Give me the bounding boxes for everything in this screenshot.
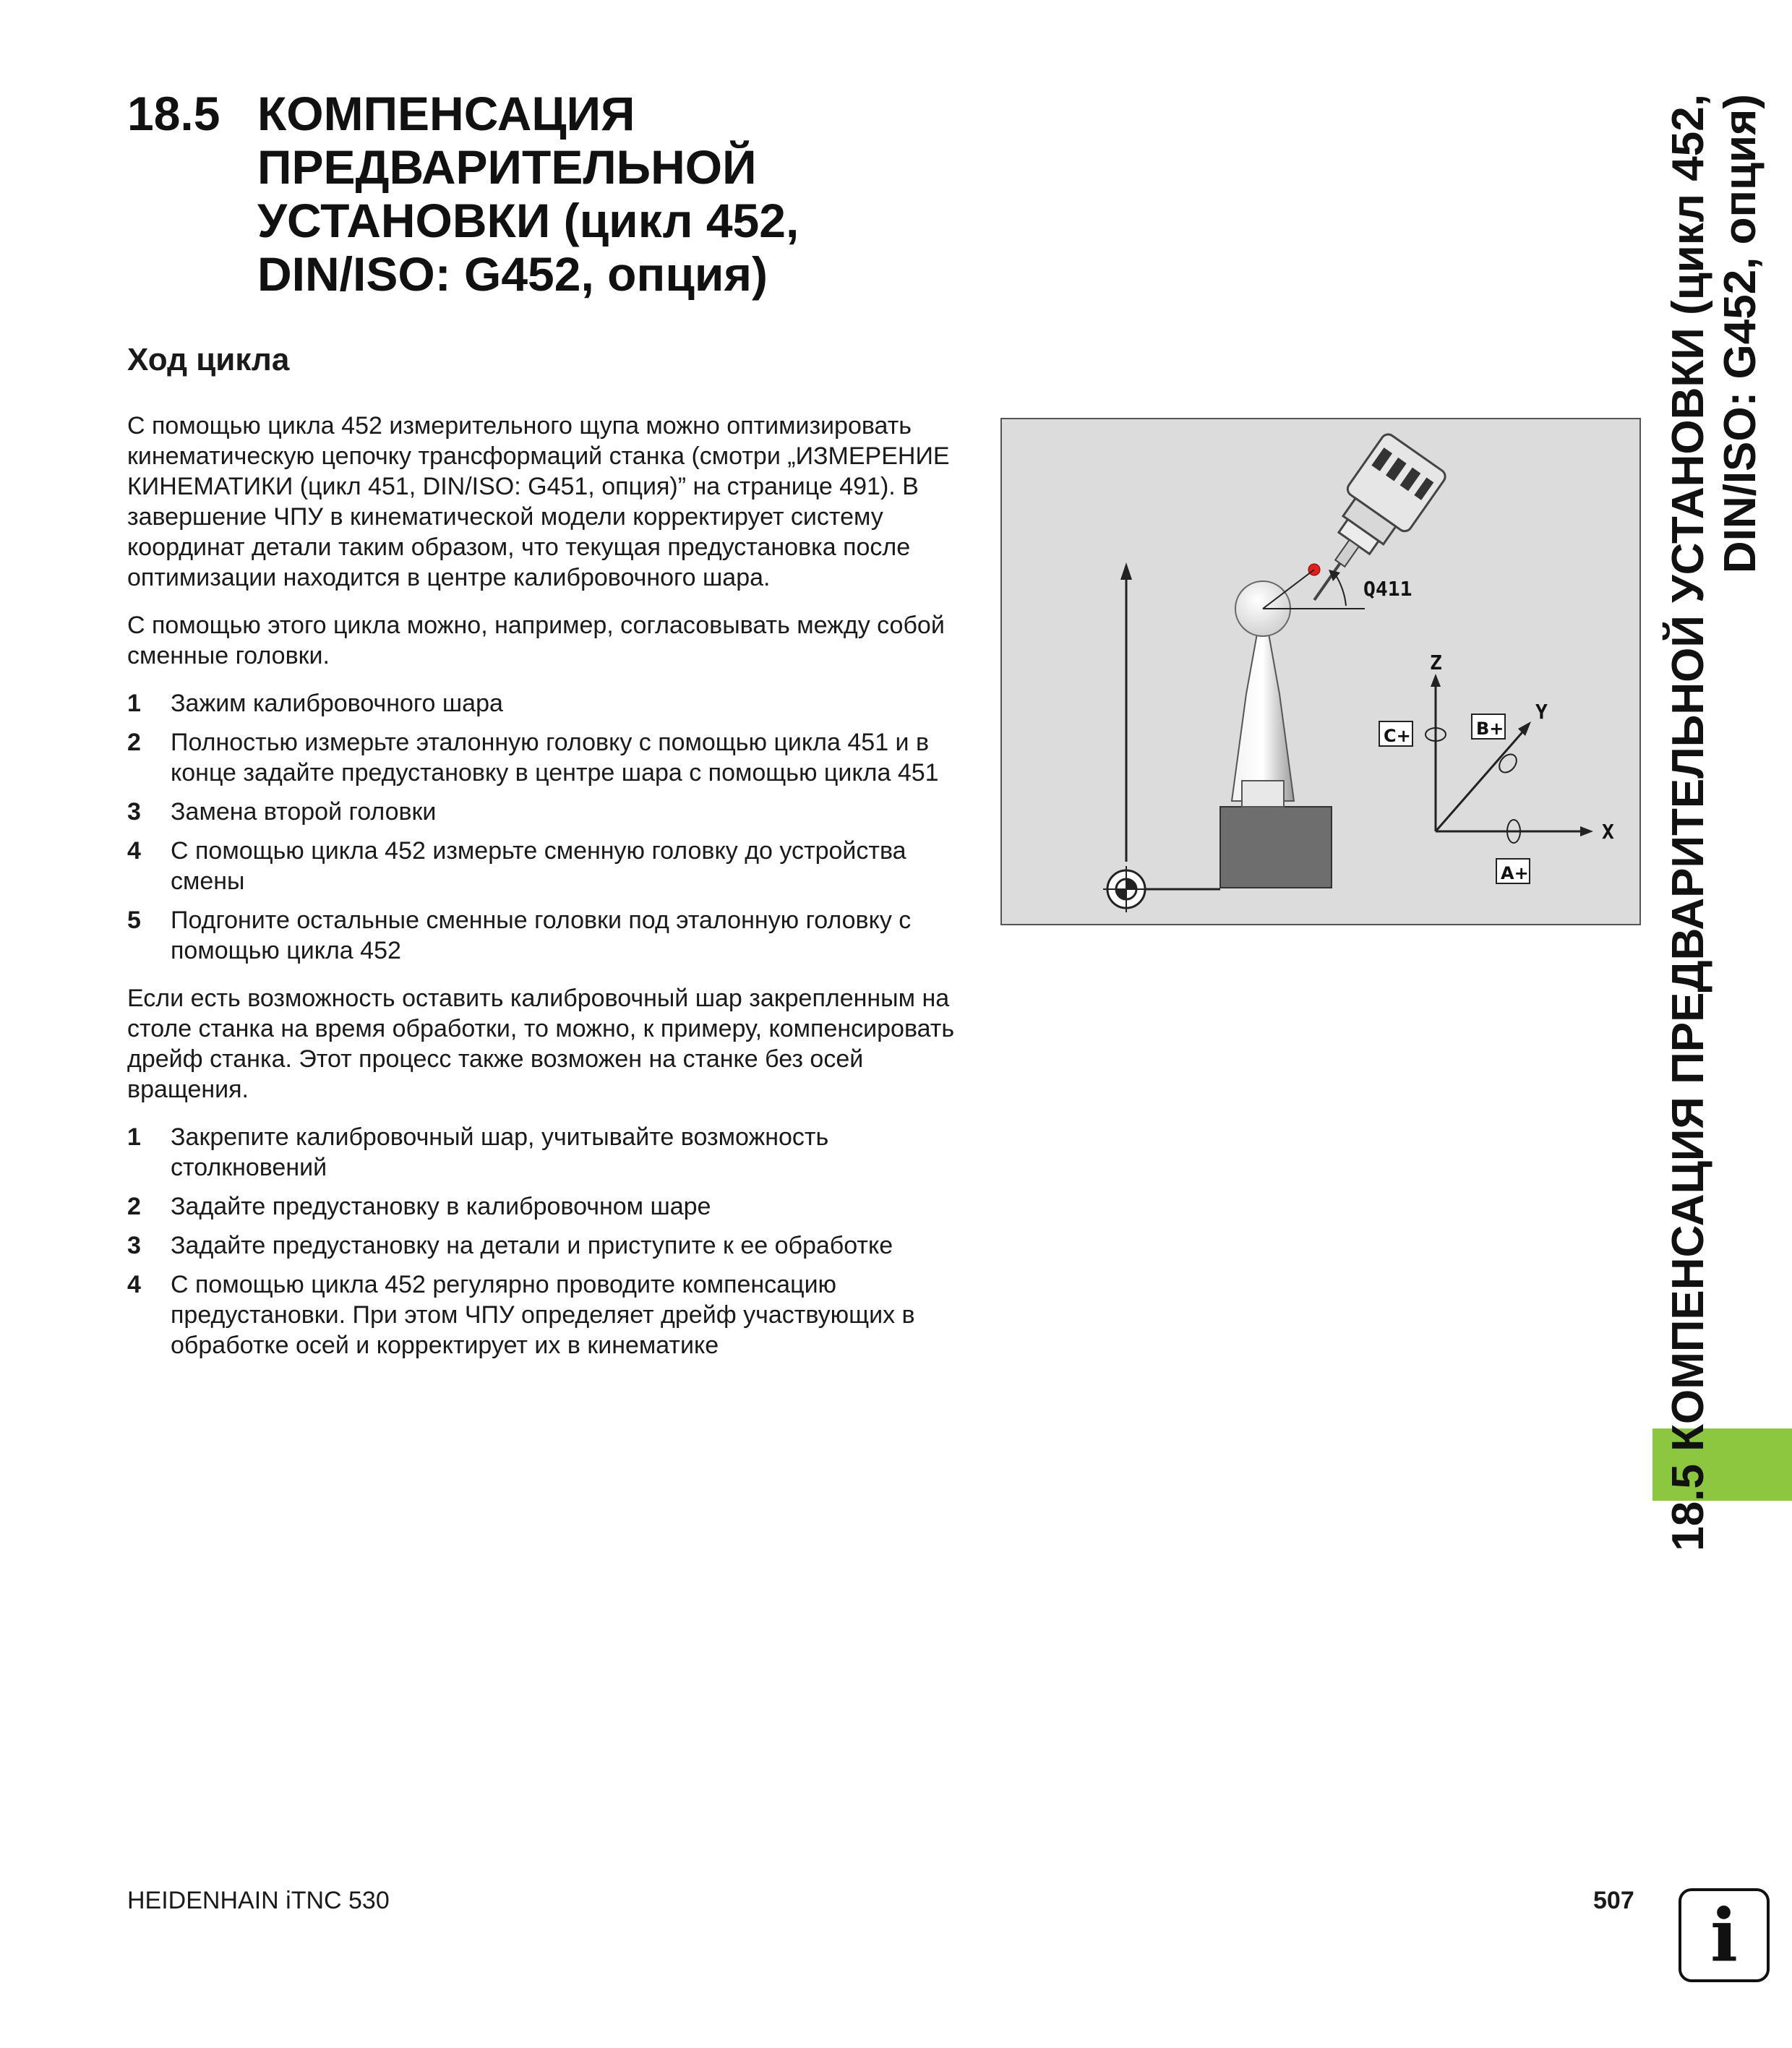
list-item: [127, 1191, 966, 1222]
list-text: Закрепите калибровочный шар, учитывайте возможность столкновений: [171, 1123, 829, 1181]
side-header-text: [1655, 72, 1785, 1663]
axis-y-label: Y: [1535, 700, 1548, 724]
list-number: 3: [127, 798, 141, 826]
axis-z-label: Z: [1430, 651, 1442, 674]
datum-icon: [1103, 866, 1149, 912]
section-title: [257, 87, 893, 301]
info-icon: i: [1679, 1888, 1770, 1982]
section-title-line: ПРЕДВАРИТЕЛЬНОЙ: [257, 140, 757, 194]
list-item: [127, 905, 966, 966]
list-number: 4: [127, 837, 141, 865]
list-number: 1: [127, 1123, 141, 1151]
side-header-line: 18.5 КОМПЕНСАЦИЯ ПРЕДВАРИТЕЛЬНОЙ УСТАНОВКИ (цикл 452,: [1663, 94, 1713, 1551]
list-item: [127, 836, 966, 896]
step-list: [127, 1122, 966, 1361]
angle-arc: [1336, 575, 1346, 606]
body-text: [127, 411, 966, 1378]
side-header-line: DIN/ISO: G452, опция): [1715, 94, 1765, 574]
list-item: [127, 688, 966, 719]
list-number: 2: [127, 1193, 141, 1220]
axis-x-label: X: [1602, 820, 1614, 844]
list-item: [127, 1230, 966, 1261]
list-text: Подгоните остальные сменные головки под эталонную головку с помощью цикла 452: [171, 907, 912, 964]
calibration-diagram: [1000, 418, 1641, 925]
list-number: 5: [127, 907, 141, 934]
section-number: 18.5: [127, 87, 220, 140]
side-header: [1655, 72, 1785, 1663]
paragraph: С помощью цикла 452 измерительного щупа можно оптимизировать кинематическую цепочку трансформаций станка (смотри „ИЗМЕРЕНИЕ КИНЕМАТИКИ (цикл 451, DIN/ISO: G451, опция)” на странице 491). В завершение ЧПУ в кинематической модели корректирует систему координат детали таким образом, что текущая предустановка после оптимизации находится в центре калибровочного шара.: [127, 412, 950, 591]
step-list: [127, 688, 966, 966]
diagram-svg: [1002, 419, 1639, 924]
stem-foot: [1242, 781, 1284, 807]
list-item: [127, 797, 966, 827]
list-text: Задайте предустановку на детали и приступите к ее обработке: [171, 1232, 893, 1259]
list-number: 4: [127, 1271, 141, 1298]
paragraph: С помощью этого цикла можно, например, согласовывать между собой сменные головки.: [127, 612, 945, 669]
rot-b-label: B+: [1476, 719, 1504, 739]
section-title-line: DIN/ISO: G452, опция): [257, 247, 768, 301]
q411-label: Q411: [1363, 577, 1412, 601]
list-text: С помощью цикла 452 измерьте сменную головку до устройства смены: [171, 837, 906, 895]
list-text: Задайте предустановку в калибровочном шаре: [171, 1193, 711, 1220]
vertical-axis-arrow: [1120, 562, 1132, 580]
subsection-title: Ход цикла: [127, 342, 290, 377]
coordinate-system: [1379, 651, 1614, 883]
section-title-line: УСТАНОВКИ (цикл 452,: [257, 194, 799, 247]
ball-stem: [1232, 622, 1294, 801]
list-text: Замена второй головки: [171, 798, 437, 826]
rotation-b-icon: [1496, 751, 1519, 776]
page-number: 507: [1593, 1887, 1634, 1914]
list-item: [127, 727, 966, 788]
rot-c-label: C+: [1384, 726, 1411, 746]
list-item: [127, 1269, 966, 1361]
footer-product: HEIDENHAIN iTNC 530: [127, 1887, 390, 1914]
section-title-line: КОМПЕНСАЦИЯ: [257, 87, 635, 140]
list-number: 3: [127, 1232, 141, 1259]
rot-a-label: A+: [1501, 863, 1529, 883]
list-text: Зажим калибровочного шара: [171, 690, 503, 717]
list-number: 1: [127, 690, 141, 717]
list-number: 2: [127, 729, 141, 756]
list-text: Полностью измерьте эталонную головку с помощью цикла 451 и в конце задайте предустановку в центре шара с помощью цикла 451: [171, 729, 939, 787]
paragraph: Если есть возможность оставить калибровочный шар закрепленным на столе станка на время обработки, то можно, к примеру, компенсировать дрейф станка. Этот процесс также возможен на станке без осей вращения.: [127, 985, 955, 1103]
fixture-block: [1220, 807, 1332, 888]
list-text: С помощью цикла 452 регулярно проводите компенсацию предустановки. При этом ЧПУ определяет дрейф участвующих в обработке осей и корректирует их в кинематике: [171, 1271, 915, 1359]
list-item: [127, 1122, 966, 1183]
